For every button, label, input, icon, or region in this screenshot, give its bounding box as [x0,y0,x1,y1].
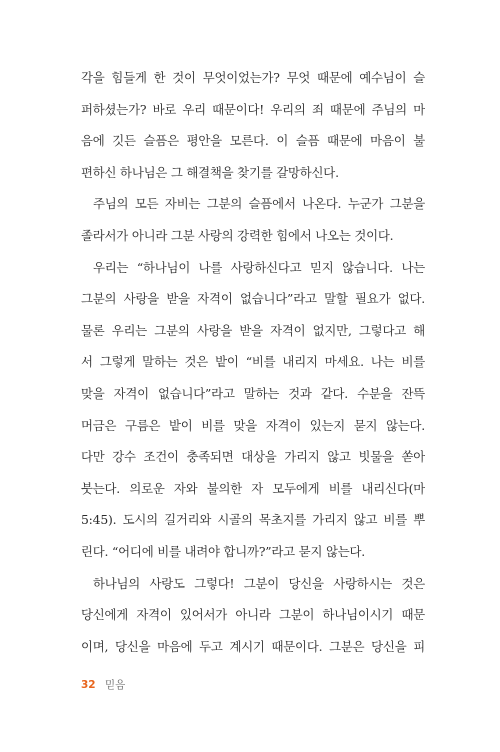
paragraph [81,62,425,188]
text-line: 린다. “어디에 비를 내려야 합니까?”라고 묻지 않는다. [81,543,366,559]
text-line: 이며, 당신을 마음에 두고 계시기 때문이다. 그분은 당신을 피 [81,638,425,654]
text-line: 퍼하셨는가? 바로 우리 때문이다! 우리의 죄 때문에 주님의 마 [81,101,425,117]
text-line: 졸라서가 아니라 그분 사랑의 강력한 힘에서 나오는 것이다. [81,227,394,243]
paragraph [81,252,425,568]
text-line: 맞을 자격이 없습니다”라고 말하는 것과 같다. 수분을 잔뜩 [81,385,425,401]
text-line: 당신에게 자격이 있어서가 아니라 그분이 하나님이시기 때문 [81,607,425,623]
body-text [81,62,425,662]
text-line: 머금은 구름은 밭이 비를 맞을 자격이 있는지 묻지 않는다. [81,417,425,433]
running-title: 믿음 [104,679,126,691]
text-line: 서 그렇게 말하는 것은 밭이 “비를 내리지 마세요. 나는 비를 [81,354,425,370]
text-line: 음에 깃든 슬픔은 평안을 모른다. 이 슬픔 때문에 마음이 불 [81,133,425,149]
text-line: 그분의 사랑을 받을 자격이 없습니다”라고 말할 필요가 없다. [81,291,425,307]
text-line: 각을 힘들게 한 것이 무엇이었는가? 무엇 때문에 예수님이 슬 [81,70,425,85]
text-line: 우리는 “하나님이 나를 사랑하신다고 믿지 않습니다. 나는 [93,259,425,275]
paragraph [81,188,425,251]
text-line: 5:45). 도시의 길거리와 시골의 목초지를 가리지 않고 비를 뿌 [81,512,425,528]
text-line: 다만 강수 조건이 충족되면 대상을 가리지 않고 빗물을 쏟아 [81,449,425,465]
text-line: 물론 우리는 그분의 사랑을 받을 자격이 없지만, 그렇다고 해 [81,322,425,338]
text-line: 편하신 하나님은 그 해결책을 찾기를 갈망하신다. [81,164,339,180]
paragraph [81,568,425,663]
page-number: 32 [81,679,96,691]
text-line: 붓는다. 의로운 자와 불의한 자 모두에게 비를 내리신다(마 [81,480,425,496]
text-line: 주님의 모든 자비는 그분의 슬픔에서 나온다. 누군가 그분을 [93,196,425,212]
text-line: 하나님의 사랑도 그렇다! 그분이 당신을 사랑하시는 것은 [93,575,425,591]
page-footer [81,676,125,694]
